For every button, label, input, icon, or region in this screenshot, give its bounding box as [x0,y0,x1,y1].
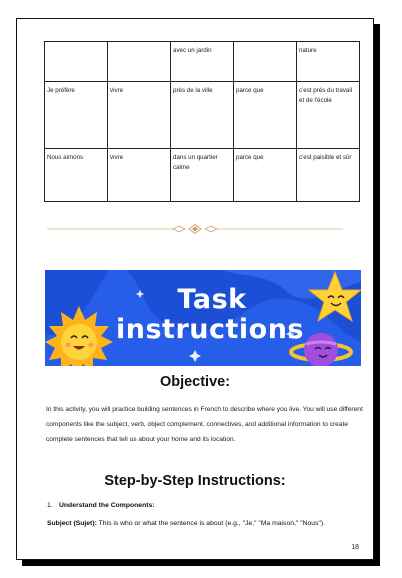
step-title: Understand the Components: [59,502,155,509]
table-cell [108,42,171,82]
table-cell [234,42,297,82]
table-cell: parce que [234,149,297,202]
table-row [45,149,360,202]
table-cell: avec un jardin [171,42,234,82]
subject-definition [47,520,325,527]
table-cell: dans un quartier calme [171,149,234,202]
objective-paragraph: In this activity, you will practice building sentences in French to describe where you live. You will use different components like the subject, verb, object complement, connectives, and additional information to create complete sentences that tell us about your home and its location. [46,406,363,443]
table-cell: Nous aimons [45,149,108,202]
banner-title-line2: instructions [116,314,304,345]
table-cell: Je préfère [45,82,108,149]
objective-heading: Objective: [159,374,231,390]
table-cell: c'est paisible et sûr [297,149,360,202]
ornamental-divider [47,224,343,234]
sentence-table [44,41,360,202]
document-page [16,18,374,560]
table-row [45,42,360,82]
subject-text: This is who or what the sentence is about (e.g., "Je," "Ma maison," "Nous"). [96,520,326,527]
step-item-1 [47,502,155,509]
table-cell: nature [297,42,360,82]
table-cell: vivre [108,149,171,202]
banner-title-line1: Task [177,284,247,315]
table-cell: vivre [108,82,171,149]
table-cell: parce que [234,82,297,149]
table-row [45,82,360,149]
table-cell [45,42,108,82]
task-instructions-banner [45,270,361,366]
step-number: 1. [47,502,53,509]
steps-heading: Step-by-Step Instructions: [104,473,286,489]
table-cell: c'est près du travail et de l'école [297,82,360,149]
subject-label: Subject (Sujet): [47,520,97,527]
page-number: 18 [351,544,359,551]
table-cell: près de la ville [171,82,234,149]
